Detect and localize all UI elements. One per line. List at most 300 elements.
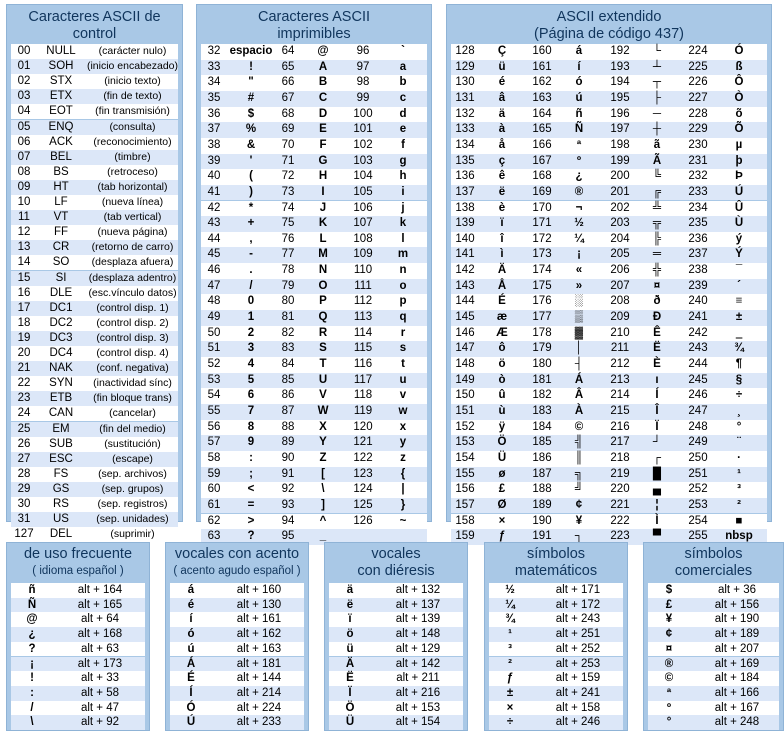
code-cell: 81 xyxy=(281,311,295,324)
char-cell: d xyxy=(399,107,407,120)
table-row xyxy=(451,216,767,232)
char-cell: ª xyxy=(666,686,672,699)
char-cell: > xyxy=(247,514,255,527)
char-cell: × xyxy=(498,514,506,527)
table-row xyxy=(201,201,427,217)
table-row xyxy=(451,435,767,451)
mnemonic-cell: VT xyxy=(53,211,69,224)
char-cell: @ xyxy=(26,613,38,626)
code-cell: 130 xyxy=(455,76,475,89)
char-cell: ¿ xyxy=(575,170,583,183)
char-cell: ú xyxy=(187,642,195,655)
code-cell: 235 xyxy=(688,217,708,230)
table-row xyxy=(11,59,178,74)
code-cell: 00 xyxy=(17,45,31,57)
code-cell: 214 xyxy=(610,389,630,402)
shortcut-cell: alt + 161 xyxy=(236,613,282,626)
mnemonic-cell: DLE xyxy=(49,286,73,299)
char-cell: Î xyxy=(655,404,659,417)
code-cell: 94 xyxy=(281,514,295,527)
char-cell: % xyxy=(245,123,257,136)
table-row xyxy=(201,467,427,483)
char-cell: Û xyxy=(734,201,744,214)
table-row xyxy=(451,310,767,326)
description-cell: (desplaza afuera) xyxy=(91,256,174,269)
code-cell: 34 xyxy=(207,76,221,89)
char-cell: @ xyxy=(317,45,329,57)
char-cell: ÷ xyxy=(506,716,514,729)
char-cell: 6 xyxy=(247,389,255,402)
table-row xyxy=(201,154,427,170)
code-cell: 100 xyxy=(353,107,373,120)
char-cell: ¾ xyxy=(734,342,744,355)
char-cell: ° xyxy=(736,420,742,433)
code-cell: 236 xyxy=(688,232,708,245)
table-row xyxy=(11,195,178,210)
mnemonic-cell: BS xyxy=(53,165,69,178)
char-cell: æ xyxy=(496,311,508,324)
char-cell: ¡ xyxy=(577,248,581,261)
shortcut-cell: alt + 172 xyxy=(555,598,601,611)
char-cell: G xyxy=(318,154,328,167)
description-cell: (sep. grupos) xyxy=(101,482,164,495)
shortcut-cell: alt + 153 xyxy=(395,701,441,714)
table-row xyxy=(11,361,178,376)
code-cell: 246 xyxy=(688,389,708,402)
table-row xyxy=(451,185,767,201)
code-cell: 204 xyxy=(610,232,630,245)
code-cell: 177 xyxy=(532,311,552,324)
code-cell: 12 xyxy=(17,226,31,239)
char-cell: ¸ xyxy=(737,404,741,417)
char-cell: c xyxy=(399,91,407,104)
mnemonic-cell: SUB xyxy=(49,437,73,450)
char-cell: Á xyxy=(574,373,584,386)
char-cell: í xyxy=(189,613,193,626)
mnemonic-cell: FF xyxy=(53,226,69,239)
shortcut-cell: alt + 162 xyxy=(236,628,282,641)
char-cell: ) xyxy=(249,185,253,198)
code-cell: 91 xyxy=(281,467,295,480)
table-row xyxy=(201,216,427,232)
char-cell: g xyxy=(399,154,407,167)
description-cell: (inactividad sínc) xyxy=(93,377,172,390)
shortcut-cell: alt + 164 xyxy=(77,584,123,596)
table-row xyxy=(451,498,767,514)
char-cell: u xyxy=(399,373,407,386)
table-row xyxy=(489,583,623,598)
code-cell: 21 xyxy=(17,362,31,375)
char-cell: Ï xyxy=(348,686,352,699)
table-row xyxy=(201,498,427,514)
table-row xyxy=(11,210,178,225)
code-cell: 45 xyxy=(207,248,221,261)
code-cell: 42 xyxy=(207,201,221,214)
code-cell: 32 xyxy=(207,45,221,57)
code-cell: 195 xyxy=(610,91,630,104)
code-cell: 167 xyxy=(532,154,552,167)
description-cell: (fin del medio) xyxy=(99,422,166,435)
code-cell: 86 xyxy=(281,389,295,402)
accent-title-line1: vocales con acento xyxy=(174,546,300,562)
code-cell: 128 xyxy=(455,45,475,57)
code-cell: 175 xyxy=(532,279,552,292)
code-cell: 111 xyxy=(354,279,372,292)
char-cell: É xyxy=(187,672,195,685)
shortcut-cell: alt + 33 xyxy=(80,672,120,685)
mnemonic-cell: FS xyxy=(53,467,69,480)
code-cell: 226 xyxy=(688,76,708,89)
char-cell: ñ xyxy=(575,107,583,120)
shortcut-cell: alt + 142 xyxy=(395,657,441,670)
description-cell: (sep. unidades) xyxy=(96,513,169,526)
code-cell: 124 xyxy=(353,483,373,496)
code-cell: 62 xyxy=(207,514,221,527)
table-row xyxy=(451,138,767,154)
description-cell: (nueva página) xyxy=(97,226,168,239)
code-cell: 50 xyxy=(207,326,221,339)
char-cell: & xyxy=(246,138,256,151)
char-cell: ä xyxy=(498,107,506,120)
table-row xyxy=(11,331,178,346)
code-cell: 225 xyxy=(688,60,708,73)
table-row xyxy=(11,89,178,104)
accented-vowels-panel xyxy=(165,542,309,731)
code-cell: 210 xyxy=(610,326,630,339)
char-cell: v xyxy=(399,389,407,402)
code-cell: 203 xyxy=(610,217,630,230)
description-cell: (sep. archivos) xyxy=(98,467,167,480)
code-cell: 205 xyxy=(610,248,630,261)
code-cell: 85 xyxy=(281,373,295,386)
char-cell: Ä xyxy=(345,657,355,670)
code-cell: 231 xyxy=(688,154,708,167)
table-row xyxy=(451,60,767,76)
code-cell: 206 xyxy=(610,264,630,277)
table-row xyxy=(11,180,178,195)
table-row xyxy=(489,612,623,627)
table-row xyxy=(451,294,767,310)
table-row xyxy=(489,715,623,730)
code-cell: 142 xyxy=(455,264,475,277)
char-cell: £ xyxy=(498,483,506,496)
char-cell: û xyxy=(498,389,506,402)
code-cell: 74 xyxy=(281,201,295,214)
code-cell: 106 xyxy=(353,201,373,214)
code-cell: 201 xyxy=(610,185,630,198)
table-row xyxy=(329,642,463,657)
table-row xyxy=(11,467,178,482)
table-row xyxy=(451,451,767,467)
dieresis-title-line1: vocales xyxy=(371,546,421,562)
commercial-title-line2: comerciales xyxy=(674,563,753,579)
table-row xyxy=(170,701,304,716)
description-cell: (tab horizontal) xyxy=(97,180,168,193)
description-cell: (inicio texto) xyxy=(104,75,161,88)
description-cell: (control disp. 2) xyxy=(96,316,169,329)
char-cell: - xyxy=(249,248,253,261)
char-cell: ¹ xyxy=(737,467,741,480)
code-cell: 162 xyxy=(532,76,552,89)
char-cell: ░ xyxy=(574,295,584,308)
code-cell: 144 xyxy=(455,295,475,308)
char-cell: ì xyxy=(500,248,504,261)
char-cell: ‗ xyxy=(735,326,743,339)
char-cell: Ø xyxy=(497,498,507,511)
char-cell: ö xyxy=(498,358,506,370)
mnemonic-cell: CAN xyxy=(48,407,74,420)
table-row xyxy=(11,346,178,361)
table-row xyxy=(11,701,145,716)
char-cell: I xyxy=(321,185,325,198)
code-cell: 215 xyxy=(610,404,630,417)
shortcut-cell: alt + 36 xyxy=(717,584,757,596)
table-row xyxy=(451,420,767,436)
code-cell: 188 xyxy=(532,483,552,496)
code-cell: 30 xyxy=(17,498,31,510)
char-cell: ¡ xyxy=(30,657,34,670)
table-row xyxy=(11,657,145,672)
code-cell: 125 xyxy=(353,498,373,511)
shortcut-cell: alt + 253 xyxy=(555,657,601,670)
description-cell: (conf. negativa) xyxy=(96,362,169,375)
char-cell: £ xyxy=(665,598,673,611)
code-cell: 121 xyxy=(353,436,373,449)
char-cell: M xyxy=(318,248,328,261)
code-cell: 97 xyxy=(356,60,370,73)
code-cell: 118 xyxy=(353,389,373,402)
table-row xyxy=(170,627,304,642)
code-cell: 197 xyxy=(610,123,630,136)
table-row xyxy=(201,404,427,420)
code-cell: 10 xyxy=(17,196,31,208)
mnemonic-cell: ENQ xyxy=(48,120,74,133)
code-cell: 227 xyxy=(688,91,708,104)
char-cell: ô xyxy=(498,342,506,355)
char-cell: ß xyxy=(735,60,743,73)
code-cell: 108 xyxy=(353,232,373,245)
code-cell: 26 xyxy=(17,437,31,450)
table-row xyxy=(451,482,767,498)
table-row xyxy=(648,671,779,686)
char-cell: O xyxy=(318,279,328,292)
shortcut-cell: alt + 58 xyxy=(80,686,120,699)
char-cell: ▄ xyxy=(652,483,662,496)
code-cell: 120 xyxy=(353,420,373,433)
code-cell: 96 xyxy=(356,45,370,57)
char-cell: ý xyxy=(735,232,743,245)
code-cell: 147 xyxy=(455,342,475,355)
char-cell: t xyxy=(401,358,405,370)
mnemonic-cell: EOT xyxy=(49,105,73,118)
table-row xyxy=(648,627,779,642)
commercial-title-line1: símbolos xyxy=(684,546,743,562)
shortcut-cell: alt + 47 xyxy=(80,701,120,714)
code-cell: 136 xyxy=(455,170,475,183)
char-cell: ! xyxy=(30,672,34,685)
table-row xyxy=(451,514,767,530)
char-cell: · xyxy=(737,451,741,464)
table-row xyxy=(11,686,145,701)
char-cell: , xyxy=(249,232,253,245)
char-cell: m xyxy=(397,248,409,261)
table-row xyxy=(170,715,304,730)
char-cell: ╬ xyxy=(652,264,662,277)
char-cell: P xyxy=(319,295,327,308)
table-row xyxy=(201,247,427,263)
table-row xyxy=(11,271,178,286)
char-cell: ( xyxy=(249,170,253,183)
code-cell: 180 xyxy=(532,358,552,370)
table-row xyxy=(201,91,427,107)
char-cell: ┐ xyxy=(574,530,584,543)
char-cell: ² xyxy=(737,498,741,511)
table-row xyxy=(201,341,427,357)
code-cell: 126 xyxy=(353,514,373,527)
table-row xyxy=(451,91,767,107)
char-cell: ¤ xyxy=(653,279,661,292)
char-cell: ╩ xyxy=(652,201,662,214)
char-cell: 0 xyxy=(247,295,255,308)
code-cell: 55 xyxy=(207,404,221,417)
code-cell: 156 xyxy=(455,483,475,496)
char-cell: Y xyxy=(319,436,327,449)
char-cell: r xyxy=(400,326,406,339)
code-cell: 58 xyxy=(207,451,221,464)
code-cell: 159 xyxy=(455,530,475,543)
code-cell: 140 xyxy=(455,232,475,245)
table-row xyxy=(11,316,178,331)
table-row xyxy=(451,247,767,263)
code-cell: 191 xyxy=(532,530,552,543)
table-row xyxy=(451,44,767,60)
table-row xyxy=(11,512,178,527)
char-cell: Â xyxy=(574,389,584,402)
code-cell: 202 xyxy=(610,201,630,214)
char-cell: 2 xyxy=(247,326,255,339)
code-cell: 05 xyxy=(17,120,31,133)
char-cell: à xyxy=(498,123,506,136)
code-cell: 57 xyxy=(207,436,221,449)
description-cell: (consulta) xyxy=(109,120,156,133)
char-cell: Ï xyxy=(655,420,659,433)
code-cell: 38 xyxy=(207,138,221,151)
mnemonic-cell: DC4 xyxy=(49,347,73,359)
table-row xyxy=(11,225,178,240)
code-cell: 64 xyxy=(281,45,295,57)
code-cell: 24 xyxy=(17,407,31,420)
shortcut-cell: alt + 165 xyxy=(77,598,123,611)
mnemonic-cell: ACK xyxy=(49,135,73,148)
char-cell: ¼ xyxy=(505,598,515,611)
char-cell: ┘ xyxy=(652,436,662,449)
code-cell: 217 xyxy=(610,436,630,449)
char-cell: ù xyxy=(498,404,506,417)
code-cell: 92 xyxy=(281,483,295,496)
char-cell: ! xyxy=(249,60,253,73)
table-row xyxy=(201,326,427,342)
code-cell: 47 xyxy=(207,279,221,292)
char-cell: ' xyxy=(249,154,253,167)
shortcut-cell: alt + 168 xyxy=(77,628,123,641)
code-cell: 08 xyxy=(17,165,31,178)
char-cell: ñ xyxy=(28,584,36,596)
char-cell: / xyxy=(30,701,34,714)
code-cell: 90 xyxy=(281,451,295,464)
code-cell: 158 xyxy=(455,514,475,527)
code-cell: 33 xyxy=(207,60,221,73)
description-cell: (carácter nulo) xyxy=(98,45,167,57)
char-cell: f xyxy=(401,138,405,151)
description-cell: (sustitución) xyxy=(104,437,161,450)
char-cell: Õ xyxy=(734,123,744,136)
table-row xyxy=(11,642,145,657)
code-cell: 209 xyxy=(610,311,630,324)
char-cell: # xyxy=(247,91,255,104)
code-cell: 133 xyxy=(455,123,475,136)
char-cell: ÷ xyxy=(735,389,743,402)
char-cell: ® xyxy=(664,657,674,670)
code-cell: 17 xyxy=(17,301,31,314)
char-cell: R xyxy=(318,326,328,339)
shortcut-cell: alt + 139 xyxy=(395,613,441,626)
table-row xyxy=(489,686,623,701)
table-row xyxy=(11,583,145,598)
code-cell: 28 xyxy=(17,467,31,480)
char-cell: ³ xyxy=(737,483,741,496)
char-cell: n xyxy=(399,264,407,277)
code-cell: 185 xyxy=(532,436,552,449)
char-cell: 4 xyxy=(247,358,255,370)
char-cell: \ xyxy=(30,716,34,729)
code-cell: 255 xyxy=(688,530,708,543)
code-cell: 66 xyxy=(281,76,295,89)
char-cell: ² xyxy=(508,657,512,670)
code-cell: 182 xyxy=(532,389,552,402)
char-cell: espacio xyxy=(229,45,273,57)
shortcut-cell: alt + 181 xyxy=(236,657,282,670)
char-cell: Þ xyxy=(735,170,743,183)
code-cell: 179 xyxy=(532,342,552,355)
code-cell: 170 xyxy=(532,201,552,214)
code-cell: 44 xyxy=(207,232,221,245)
code-cell: 243 xyxy=(688,342,708,355)
description-cell: (fin de texto) xyxy=(103,90,162,103)
code-cell: 222 xyxy=(610,514,630,527)
table-row xyxy=(201,451,427,467)
char-cell: z xyxy=(400,451,406,464)
char-cell: 9 xyxy=(247,436,255,449)
char-cell: 7 xyxy=(247,404,255,417)
table-row xyxy=(489,642,623,657)
char-cell: ■ xyxy=(735,514,743,527)
char-cell: ─ xyxy=(652,107,662,120)
table-row xyxy=(11,44,178,59)
char-cell: ó xyxy=(575,76,583,89)
mnemonic-cell: SO xyxy=(52,256,70,269)
code-cell: 59 xyxy=(207,467,221,480)
code-cell: 224 xyxy=(688,45,708,57)
code-cell: 18 xyxy=(17,316,31,329)
code-cell: 163 xyxy=(532,91,552,104)
code-cell: 84 xyxy=(281,358,295,370)
code-cell: 168 xyxy=(532,170,552,183)
mnemonic-cell: ETX xyxy=(49,90,73,103)
table-row xyxy=(11,437,178,452)
extended-title-line1: ASCII extendido xyxy=(556,9,662,25)
code-cell: 79 xyxy=(281,279,295,292)
description-cell: (inicio encabezado) xyxy=(86,60,179,73)
